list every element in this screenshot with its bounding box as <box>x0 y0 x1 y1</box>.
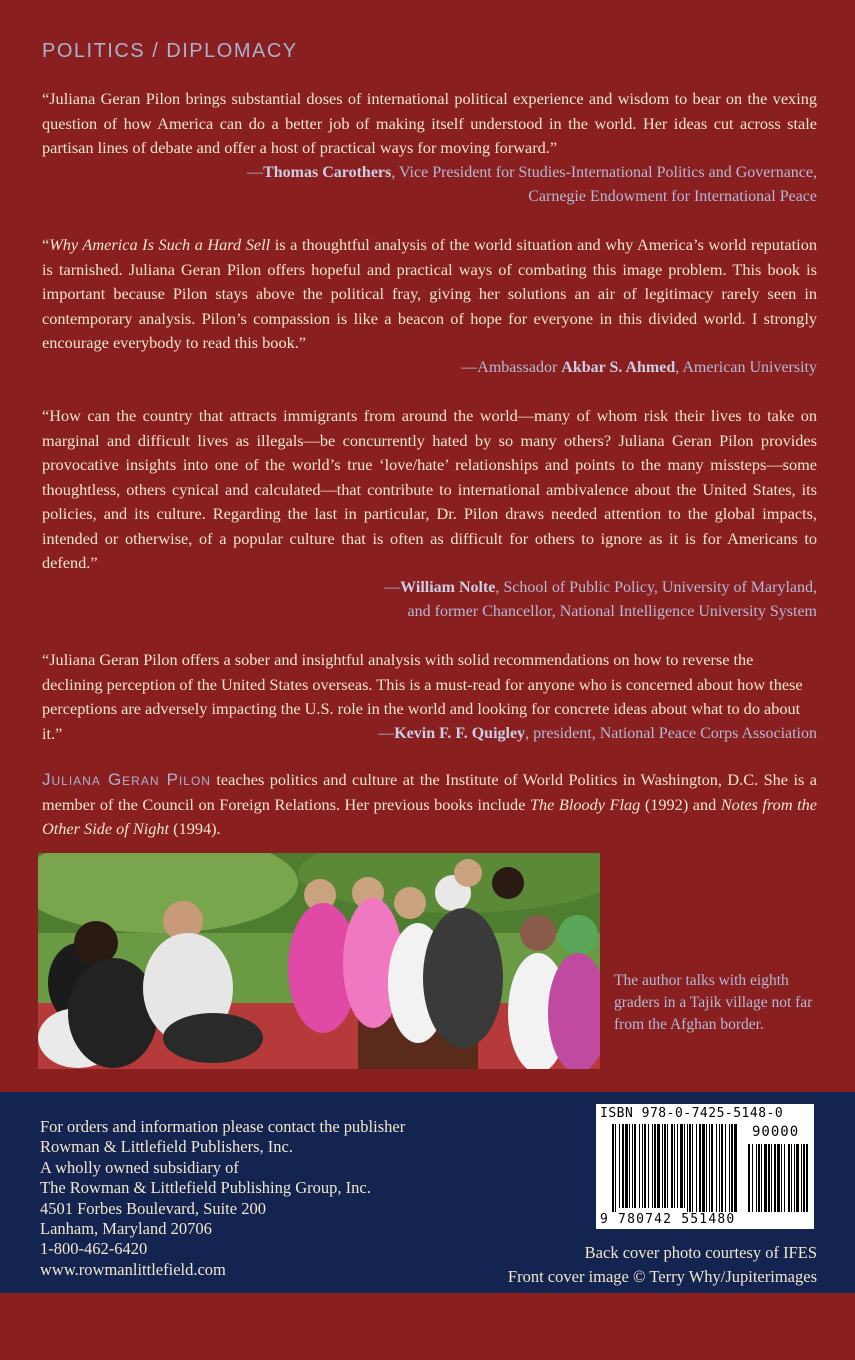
price-bar <box>752 1144 753 1212</box>
barcode-bar <box>734 1124 737 1212</box>
quote-1-attribution: —Thomas Carothers, Vice President for Studies-International Politics and Governance, <box>247 163 817 181</box>
quote-1-text: “Juliana Geran Pilon brings substantial doses of international political experience and wisdom to bear on the vexing question of how America can do a better job of making itself understood in the world. Her ideas cut across stale partisan lines of debate and offer a host of practical ways for moving forward.” <box>42 89 817 157</box>
barcode-bar <box>706 1124 707 1212</box>
barcode-bar <box>648 1124 649 1208</box>
isbn-number: ISBN 978-0-7425-5148-0 <box>600 1106 784 1121</box>
publisher-line: 4501 Forbes Boulevard, Suite 200 <box>40 1198 266 1218</box>
barcode-bar <box>725 1124 726 1212</box>
quote-4 <box>42 648 817 746</box>
publisher-line: Rowman & Littlefield Publishers, Inc. <box>40 1137 293 1157</box>
barcode-bar <box>667 1124 668 1208</box>
barcode-bar <box>629 1124 630 1208</box>
barcode-bar <box>654 1124 656 1208</box>
price-bar <box>748 1144 750 1212</box>
barcode-bar <box>711 1124 713 1212</box>
publisher-line: The Rowman & Littlefield Publishing Group, Inc. <box>40 1178 371 1198</box>
barcode-bar <box>674 1124 675 1208</box>
barcode-bar <box>632 1124 633 1208</box>
quote-2-attribution: —Ambassador Akbar S. Ahmed, American University <box>461 358 817 376</box>
price-bar <box>777 1144 780 1212</box>
price-code: 90000 <box>752 1124 800 1140</box>
barcode-bar <box>634 1124 636 1208</box>
barcode-bar <box>721 1124 723 1212</box>
price-bar <box>806 1144 808 1212</box>
publisher-website: www.rowmanlittlefield.com <box>40 1259 226 1279</box>
publisher-line: For orders and information please contact the publisher <box>40 1117 406 1136</box>
quote-3-attribution: —William Nolte, School of Public Policy, University of Maryland, <box>384 578 817 596</box>
bottom-band <box>0 1293 855 1360</box>
barcode-bar <box>639 1124 640 1208</box>
barcode-bar <box>644 1124 646 1208</box>
price-bar <box>761 1144 762 1212</box>
book-title: Why America Is Such a Hard Sell <box>49 235 271 254</box>
barcode-bar <box>692 1124 693 1212</box>
image-credits <box>508 1241 817 1289</box>
barcode-bar <box>709 1124 710 1212</box>
author-bio: Juliana Geran Pilon teaches politics and culture at the Institute of World Politics in Washington, D.C. She is a member of the Council on Foreign Relations. Her previous books include The Bloody Flag (1992) and Notes from the Other Side of Night (1994). <box>42 770 817 838</box>
barcode-bars <box>596 1104 814 1229</box>
cover-image-credit: Front cover image © Terry Why/Jupiterimages <box>507 1267 817 1286</box>
barcode <box>596 1104 814 1229</box>
barcode-bar <box>657 1124 660 1208</box>
price-bar <box>781 1144 782 1212</box>
quote-3-text: “How can the country that attracts immigrants from around the world—many of whom risk their lives to take on marginal and difficult lives as illegals—be concurrently hated by so many others? Juliana Geran Pilon provides provocative insights into one of the world’s true ‘love/hate’ relationships and points to the many missteps—some thoughtless, others cynical and calculated—that contribute to international ambivalence about the United States, its policies, and its culture. Regarding the last in particular, Dr. Pilon draws needed attention to the global impacts, intended or otherwise, of a popular culture that is often as difficult for others to ignore as it is for Americans to defend.” <box>42 406 817 572</box>
publisher-phone: 1-800-462-6420 <box>40 1239 148 1259</box>
author-photo <box>38 853 600 1069</box>
quote-3 <box>42 404 817 625</box>
barcode-bar <box>689 1124 691 1212</box>
price-bar <box>794 1144 795 1212</box>
category-label: POLITICS / DIPLOMACY <box>42 40 298 62</box>
price-bar <box>774 1144 776 1212</box>
barcode-bar <box>642 1124 643 1208</box>
barcode-bar <box>615 1124 616 1212</box>
barcode-bar <box>680 1124 683 1208</box>
author-name: Juliana Geran Pilon <box>42 770 211 789</box>
barcode-bar <box>619 1124 620 1208</box>
ean-digits: 9 780742 551480 <box>600 1212 736 1227</box>
price-bar <box>768 1144 770 1212</box>
price-bar <box>784 1144 785 1212</box>
barcode-bar <box>664 1124 666 1208</box>
quote-3-attribution-line2: and former Chancellor, National Intelligence University System <box>407 603 817 620</box>
quote-1 <box>42 87 817 210</box>
price-bar <box>758 1144 760 1212</box>
barcode-bar <box>677 1124 678 1208</box>
price-bar <box>771 1144 772 1212</box>
barcode-bar <box>671 1124 673 1208</box>
barcode-bar <box>702 1124 705 1212</box>
publisher-info <box>40 1117 540 1280</box>
publisher-line: Lanham, Maryland 20706 <box>40 1219 212 1239</box>
quote-4-attribution: —Kevin F. F. Quigley, president, National Peace Corps Association <box>378 724 817 742</box>
price-bar <box>803 1144 805 1212</box>
quote-1-attribution-line2: Carnegie Endowment for International Peace <box>528 188 817 205</box>
photo-credit: Back cover photo courtesy of IFES <box>584 1243 817 1262</box>
barcode-bar <box>684 1124 685 1208</box>
barcode-bar <box>719 1124 720 1212</box>
publisher-line: A wholly owned subsidiary of <box>40 1157 239 1177</box>
barcode-bar <box>696 1124 697 1212</box>
price-bar <box>764 1144 767 1212</box>
quote-2 <box>42 233 817 380</box>
barcode-bar <box>625 1124 628 1208</box>
price-bar <box>788 1144 790 1212</box>
price-bar <box>756 1144 757 1212</box>
barcode-bar <box>716 1124 717 1212</box>
quote-4-text: “Juliana Geran Pilon offers a sober and insightful analysis with solid recommendations on how to reverse the declining perception of the United States overseas. This is a must-read for anyone who is concerned about how these perceptions are adversely impacting the U.S. role in the world and looking for concrete ideas about what to do about it.” <box>42 650 803 743</box>
barcode-bar <box>699 1124 701 1212</box>
barcode-bar <box>687 1124 688 1212</box>
quote-2-text: “Why America Is Such a Hard Sell is a thoughtful analysis of the world situation and why America’s world reputation is tarnished. Juliana Geran Pilon offers hopeful and practical ways of combating this image problem. This book is important because Pilon stays above the political fray, giving her solutions an air of legitimacy rarely seen in contemporary analysis. Pilon’s compassion is like a beacon of hope for everyone in this divided world. I strongly encourage everybody to read this book.” <box>42 235 817 352</box>
price-bar <box>801 1144 802 1212</box>
price-bar <box>796 1144 799 1212</box>
book-title-2: Notes from the Other Side of Night <box>42 794 817 838</box>
barcode-bar <box>662 1124 663 1208</box>
barcode-bar <box>612 1124 614 1212</box>
barcode-bar <box>622 1124 624 1208</box>
price-bar <box>791 1144 792 1212</box>
book-title-1: The Bloody Flag <box>529 794 641 814</box>
barcode-bar <box>729 1124 730 1212</box>
barcode-bar <box>652 1124 653 1208</box>
photo-caption: The author talks with eighth graders in a Tajik village not far from the Afghan border. <box>614 972 813 1033</box>
barcode-bar <box>731 1124 733 1212</box>
